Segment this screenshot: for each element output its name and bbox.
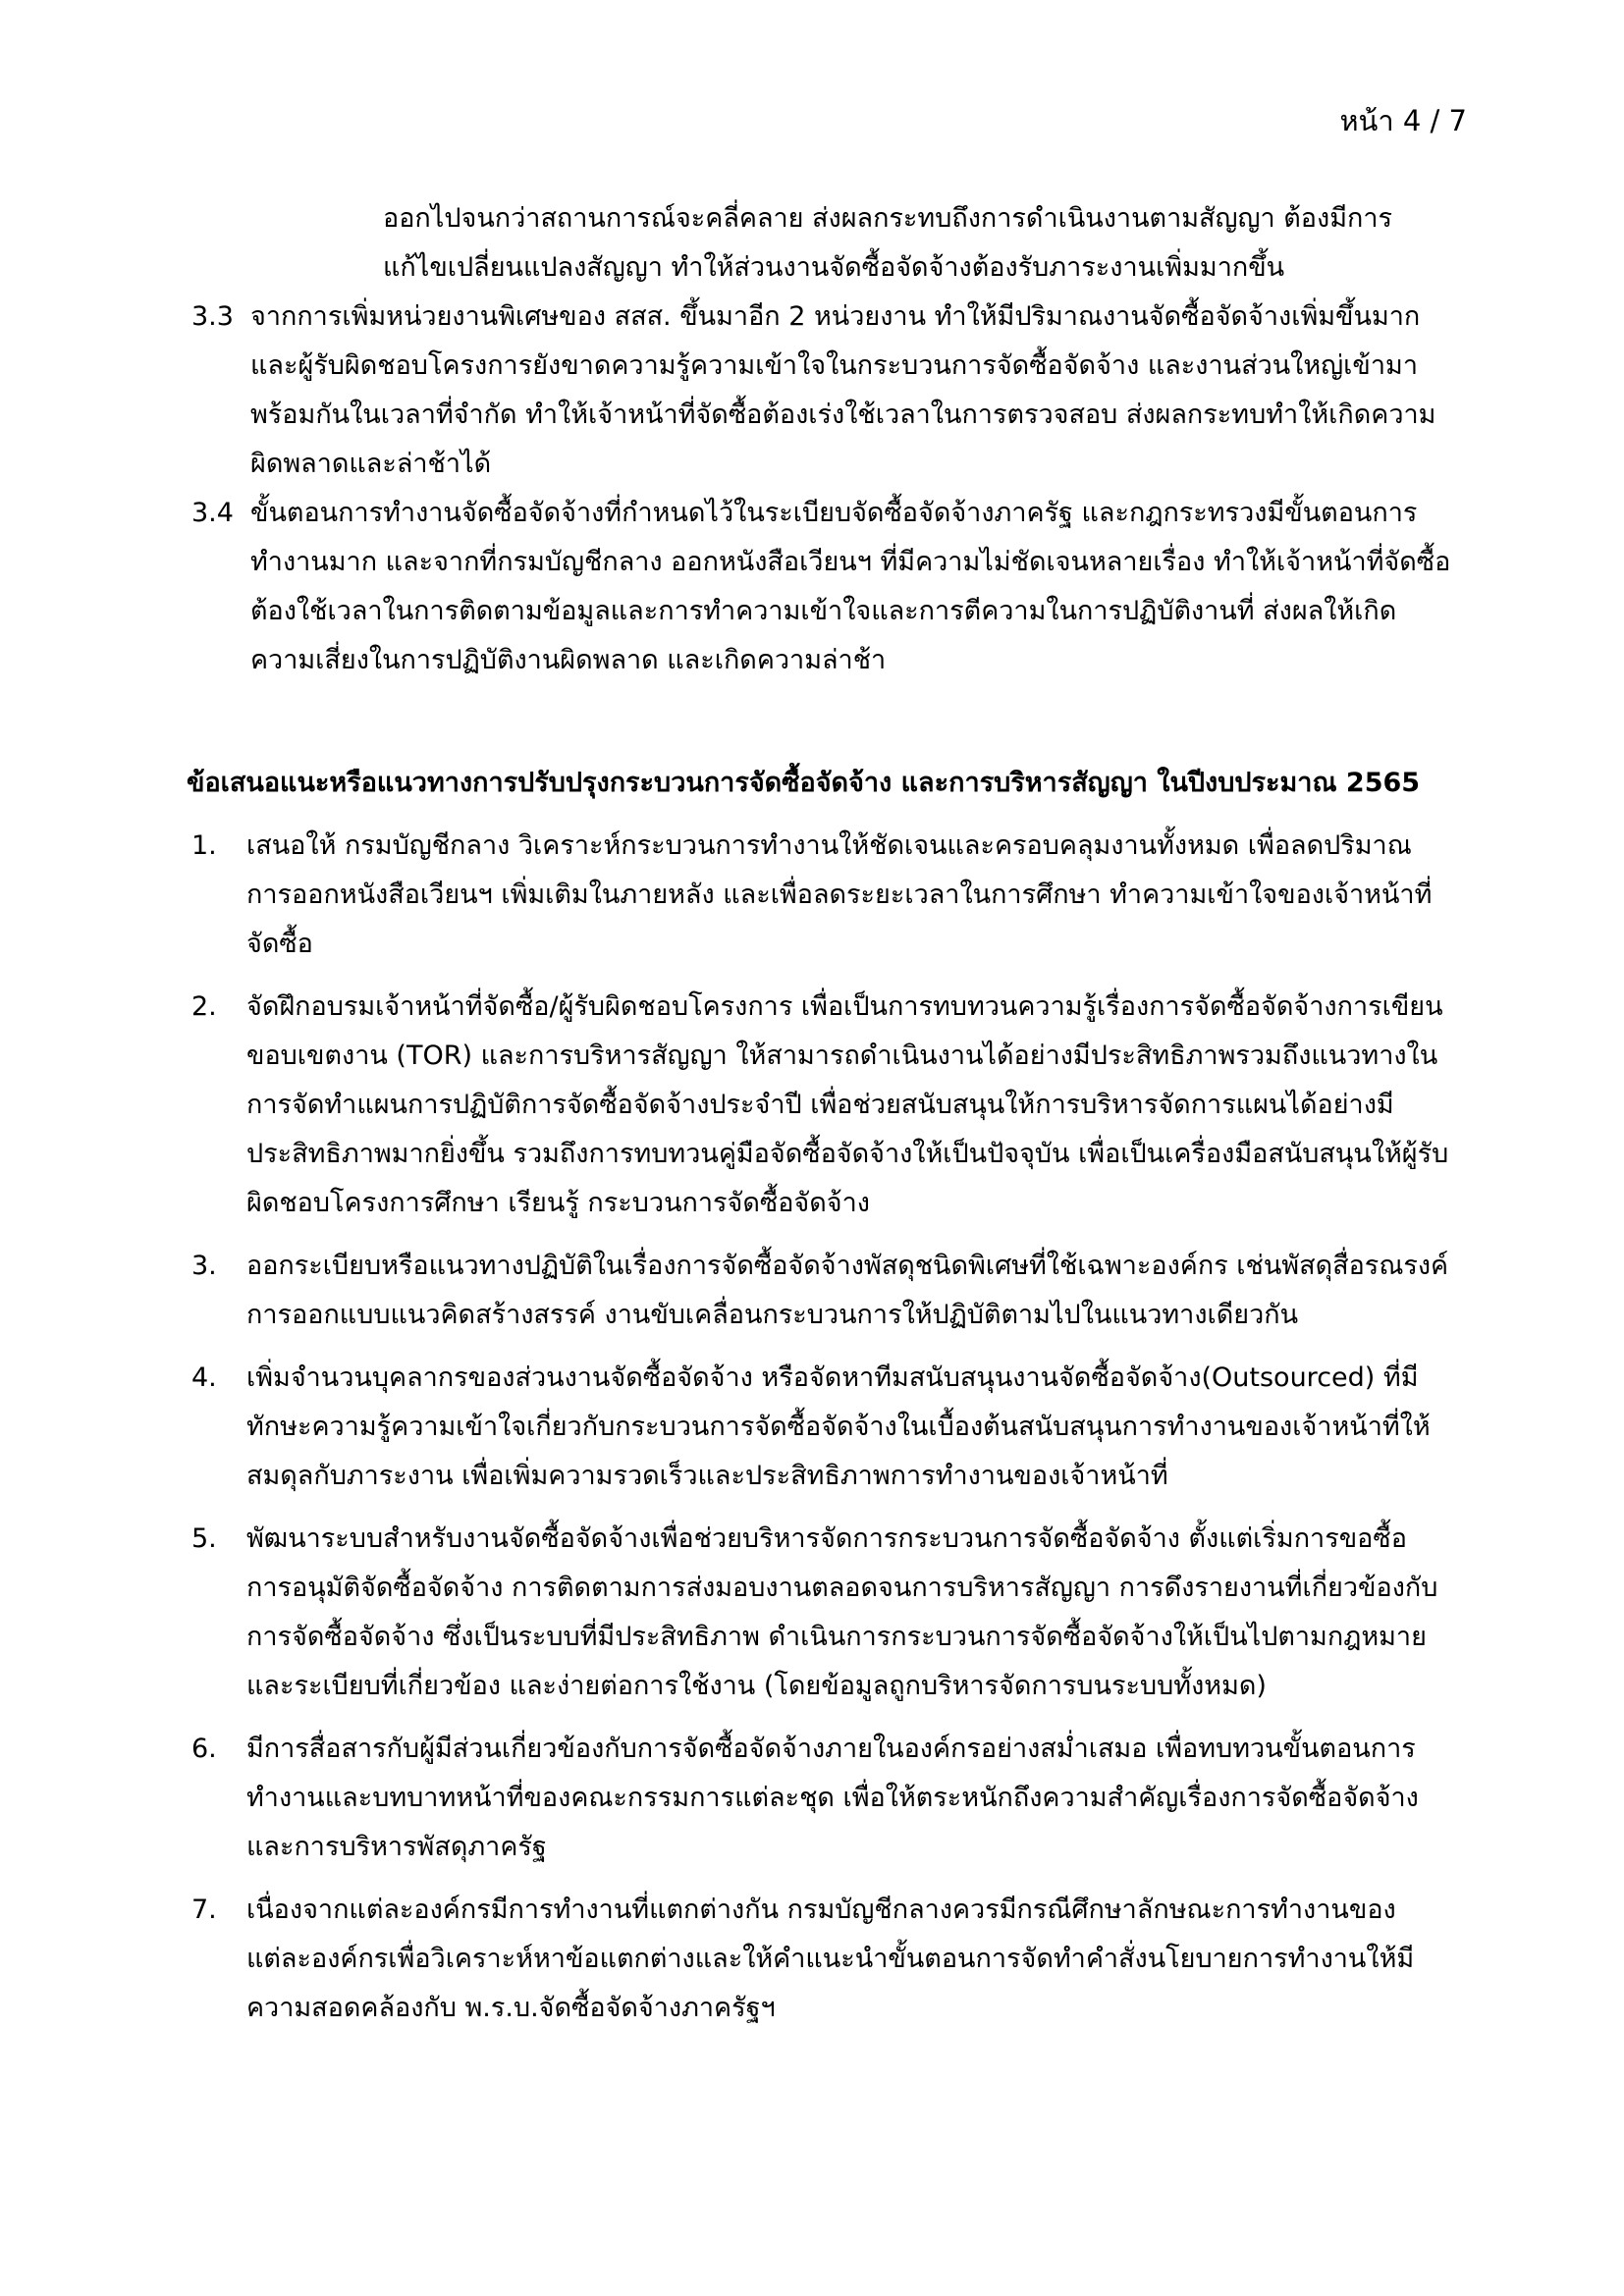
proposal-number: 5. — [191, 1523, 217, 1554]
proposal-text: เสนอให้ กรมบัญชีกลาง วิเคราะห์กระบวนการทำงานให้ชัดเจนและครอบคลุมงานทั้งหมด เพื่อลดปริมาณการออกหนังสือเวียนฯ เพิ่มเติมในภายหลัง และเพื่อลดระยะเวลาในการศึกษา ทำความเข้าใจของเจ้าหน้าที่จัดซื้อ — [246, 830, 1433, 959]
proposal-text: พัฒนาระบบสำหรับงานจัดซื้อจัดจ้างเพื่อช่วยบริหารจัดการกระบวนการจัดซื้อจัดจ้าง ตั้งแต่เริ่มการขอซื้อ การอนุมัติจัดซื้อจัดจ้าง การติดตามการส่งมอบงานตลอดจนการบริหารสัญญา การดึงรายงานที่เกี่ยวข้องกับการจัดซื้อจัดจ้าง ซึ่งเป็นระบบที่มีประสิทธิภาพ ดำเนินการกระบวนการจัดซื้อจัดจ้างให้เป็นไปตามกฎหมายและระเบียบที่เกี่ยวข้อง และง่ายต่อการใช้งาน (โดยข้อมูลถูกบริหารจัดการบนระบบทั้งหมด) — [246, 1523, 1438, 1701]
proposal-number: 6. — [191, 1734, 217, 1764]
proposal-text: มีการสื่อสารกับผู้มีส่วนเกี่ยวข้องกับการจัดซื้อจัดจ้างภายในองค์กรอย่างสม่ำเสมอ เพื่อทบทวนขั้นตอนการทำงานและบทบาทหน้าที่ของคณะกรรมการแต่ละชุด เพื่อให้ตระหนักถึงความสำคัญเรื่องการจัดซื้อจัดจ้างและการบริหารพัสดุภาครัฐ — [246, 1734, 1419, 1862]
proposal-number: 7. — [191, 1895, 217, 1925]
proposal-number: 1. — [191, 830, 217, 861]
proposal-text: จัดฝึกอบรมเจ้าหน้าที่จัดซื้อ/ผู้รับผิดชอบโครงการ เพื่อเป็นการทบทวนความรู้เรื่องการจัดซื้อจัดจ้างการเขียนขอบเขตงาน (TOR) และการบริหารสัญญา ให้สามารถดำเนินงานได้อย่างมีประสิทธิภาพรวมถึงแนวทางในการจัดทำแผนการปฏิบัติการจัดซื้อจัดจ้างประจำปี เพื่อช่วยสนับสนุนให้การบริหารจัดการแผนได้อย่างมีประสิทธิภาพมากยิ่งขึ้น รวมถึงการทบทวนคู่มือจัดซื้อจัดจ้างให้เป็นปัจจุบัน เพื่อเป็นเครื่องมือสนับสนุนให้ผู้รับผิดชอบโครงการศึกษา เรียนรู้ กระบวนการจัดซื้อจัดจ้าง — [246, 991, 1449, 1218]
proposal-item — [64, 1725, 1453, 1872]
proposal-text: ออกระเบียบหรือแนวทางปฏิบัติในเรื่องการจัดซื้อจัดจ้างพัสดุชนิดพิเศษที่ใช้เฉพาะองค์กร เช่นพัสดุสื่อรณรงค์ การออกแบบแนวคิดสร้างสรรค์ งานขับเคลื่อนกระบวนการให้ปฏิบัติตามไปในแนวทางเดียวกัน — [246, 1251, 1449, 1330]
page-number: หน้า 4 / 7 — [1339, 104, 1467, 137]
proposal-number: 2. — [191, 991, 217, 1022]
sub-item-number: 3.4 — [191, 498, 234, 528]
proposal-item — [64, 1515, 1453, 1711]
proposal-item — [64, 1886, 1453, 2033]
proposal-number: 3. — [191, 1251, 217, 1281]
continuation-paragraph: ออกไปจนกว่าสถานการณ์จะคลี่คลาย ส่งผลกระทบถึงการดำเนินงานตามสัญญา ต้องมีการแก้ไขเปลี่ยนแปลงสัญญา ทำให้ส่วนงานจัดซื้อจัดจ้างต้องรับภาระงานเพิ่มมากขึ้น — [383, 203, 1393, 283]
sub-item-text: ขั้นตอนการทำงานจัดซื้อจัดจ้างที่กำหนดไว้ในระเบียบจัดซื้อจัดจ้างภาครัฐ และกฎกระทรวงมีขั้นตอนการทำงานมาก และจากที่กรมบัญชีกลาง ออกหนังสือเวียนฯ ที่มีความไม่ชัดเจนหลายเรื่อง ทำให้เจ้าหน้าที่จัดซื้อต้องใช้เวลาในการติดตามข้อมูลและการทำความเข้าใจและการตีความในการปฏิบัติงานที่ ส่งผลให้เกิดความเสี่ยงในการปฏิบัติงานผิดพลาด และเกิดความล่าช้า — [250, 498, 1451, 675]
proposal-item — [64, 983, 1453, 1228]
document-body — [187, 194, 1453, 2033]
sub-item-number: 3.3 — [191, 301, 234, 332]
sub-item-3-4 — [54, 489, 1453, 685]
sub-item-3-3 — [54, 293, 1453, 489]
proposal-text: เพิ่มจำนวนบุคลากรของส่วนงานจัดซื้อจัดจ้าง หรือจัดหาทีมสนับสนุนงานจัดซื้อจัดจ้าง(Outsourced) ที่มีทักษะความรู้ความเข้าใจเกี่ยวกับกระบวนการจัดซื้อจัดจ้างในเบื้องต้นสนับสนุนการทำงานของเจ้าหน้าที่ให้สมดุลกับภาระงาน เพื่อเพิ่มความรวดเร็วและประสิทธิภาพการทำงานของเจ้าหน้าที่ — [246, 1362, 1431, 1491]
proposal-text: เนื่องจากแต่ละองค์กรมีการทำงานที่แตกต่างกัน กรมบัญชีกลางควรมีกรณีศึกษาลักษณะการทำงานของแต่ละองค์กรเพื่อวิเคราะห์หาข้อแตกต่างและให้คำแนะนำขั้นตอนการจัดทำคำสั่งนโยบายการทำงานให้มีความสอดคล้องกับ พ.ร.บ.จัดซื้อจัดจ้างภาครัฐฯ — [246, 1895, 1415, 2023]
section-heading: ข้อเสนอแนะหรือแนวทางการปรับปรุงกระบวนการจัดซื้อจัดจ้าง และการบริหารสัญญา ในปีงบประมาณ 2565 — [187, 768, 1421, 798]
proposal-item — [64, 1354, 1453, 1501]
proposal-item — [64, 1242, 1453, 1340]
sub-item-text: จากการเพิ่มหน่วยงานพิเศษของ สสส. ขึ้นมาอีก 2 หน่วยงาน ทำให้มีปริมาณงานจัดซื้อจัดจ้างเพิ่มขึ้นมาก และผู้รับผิดชอบโครงการยังขาดความรู้ความเข้าใจในกระบวนการจัดซื้อจัดจ้าง และงานส่วนใหญ่เข้ามาพร้อมกันในเวลาที่จำกัด ทำให้เจ้าหน้าที่จัดซื้อต้องเร่งใช้เวลาในการตรวจสอบ ส่งผลกระทบทำให้เกิดความผิดพลาดและล่าช้าได้ — [250, 301, 1436, 479]
proposal-item — [64, 822, 1453, 969]
proposal-number: 4. — [191, 1362, 217, 1393]
